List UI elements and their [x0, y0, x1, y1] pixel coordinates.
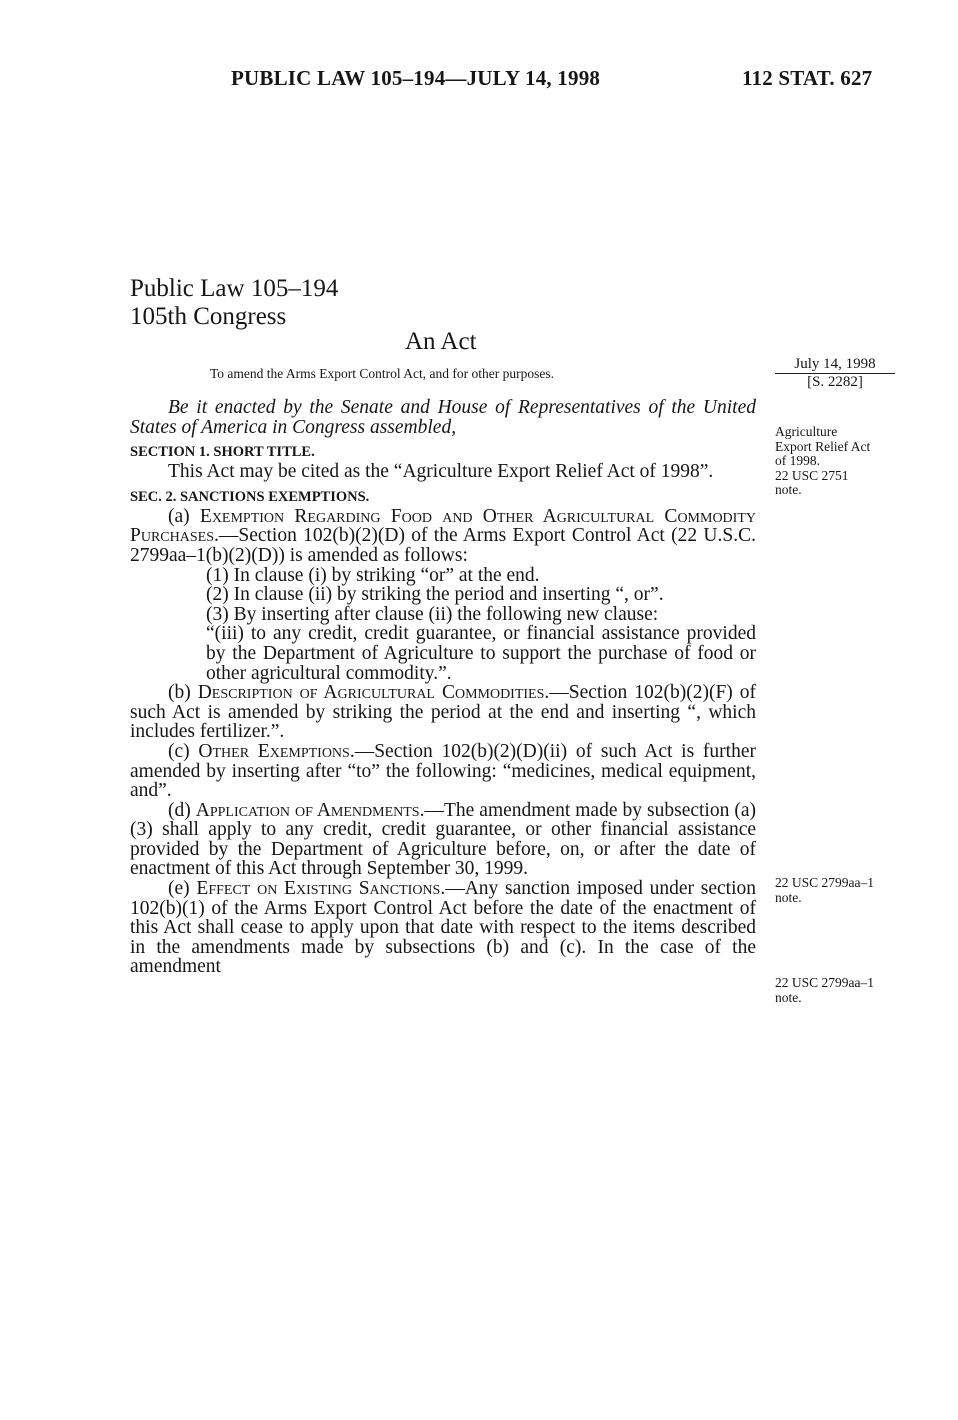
subsection-d-margin-note	[775, 876, 905, 905]
short-title-margin-note	[775, 425, 905, 498]
subsection-c-text: —Section 102(b)(2)(D)(ii) of such Act is further amended by inserting after “to” the following: “medicines, medical equipment, and”.	[130, 740, 756, 802]
margin-note-line: note.	[775, 482, 802, 497]
subsection-e-text: —Any sanction imposed under section 102(b)(1) of the Arms Export Control Act before the date of the enactment of this Act shall cease to apply upon that date with respect to the items described in the amendments made by subsections (b) and (c). In the case of the amendment	[130, 878, 756, 978]
paragraph-a3: (3) By inserting after clause (ii) the following new clause:	[206, 603, 659, 625]
paragraph-a2: (2) In clause (ii) by striking the period and inserting “, or”.	[206, 584, 664, 606]
subsection-b	[130, 683, 756, 742]
running-head-left: PUBLIC LAW 105–194—JULY 14, 1998	[231, 66, 601, 90]
section-1-heading: SECTION 1. SHORT TITLE.	[130, 444, 315, 461]
enactment-date-note	[788, 357, 882, 389]
inserted-clause-iii: “(iii) to any credit, credit guarantee, or financial assistance provided by the Department of Agriculture to support the purchase of food or other agricultural commodity.”.	[206, 623, 756, 684]
subsection-label: (c)	[168, 740, 199, 762]
long-title: To amend the Arms Export Control Act, and for other purposes.	[210, 366, 554, 381]
section-1-text: This Act may be cited as the “Agriculture Export Relief Act of 1998”.	[168, 461, 714, 483]
margin-note-line: 22 USC 2751	[775, 467, 849, 483]
margin-note-line: Agriculture	[775, 424, 838, 439]
enacting-clause: Be it enacted by the Senate and House of Representatives of the United States of America in Congress assembled,	[130, 397, 756, 438]
act-body	[130, 398, 756, 977]
subsection-label: (e)	[168, 878, 197, 900]
act-heading: An Act	[405, 328, 477, 355]
subsection-label: (b)	[168, 682, 198, 704]
subsection-e	[130, 879, 756, 977]
subsection-c-heading: Other Exemptions.	[198, 740, 355, 762]
subsection-a-heading: Exemption Regarding Food and Other Agricultural Commodity Purchases.	[130, 505, 756, 547]
margin-note-line: 22 USC 2799aa–1	[775, 975, 874, 990]
margin-note-line: of 1998.	[775, 453, 820, 468]
paragraph-a1: (1) In clause (i) by striking “or” at the end.	[206, 564, 540, 586]
page-stat-number: 112 STAT. 627	[742, 66, 873, 90]
margin-note-line: note.	[775, 889, 802, 905]
margin-note-line: 22 USC 2799aa–1	[775, 875, 874, 890]
margin-note-line: note.	[775, 989, 802, 1005]
subsection-e-margin-note	[775, 976, 905, 1005]
subsection-e-heading: Effect on Existing Sanctions.	[196, 878, 446, 900]
section-2-heading: SEC. 2. SANCTIONS EXEMPTIONS.	[130, 488, 370, 505]
subsection-a	[130, 507, 756, 566]
subsection-d-heading: Application of Amendments.	[195, 799, 425, 821]
subsection-a-text: —Section 102(b)(2)(D) of the Arms Export Control Act (22 U.S.C. 2799aa–1(b)(2)(D)) is amended as follows:	[130, 525, 756, 566]
congress-number: 105th Congress	[130, 303, 287, 330]
subsection-d-text: —The amendment made by subsection (a)(3) shall apply to any credit, credit guarantee, or other financial assistance provided by the Department of Agriculture before, on, or after the date of enactment of this Act through September 30, 1999.	[130, 799, 756, 880]
margin-note-line: Export Relief Act	[775, 438, 871, 454]
public-law-number: Public Law 105–194	[130, 275, 339, 302]
subsection-b-text: —Section 102(b)(2)(F) of such Act is amended by striking the period at the end and inserting “, which includes fertilizer.”.	[130, 682, 756, 743]
subsection-b-heading: Description of Agricultural Commodities.	[197, 682, 550, 704]
subsection-d	[130, 801, 756, 879]
subsection-label: (d)	[168, 799, 196, 821]
enactment-date: July 14, 1998	[794, 356, 876, 372]
subsection-label: (a)	[168, 505, 200, 527]
subsection-c	[130, 742, 756, 801]
bill-number: [S. 2282]	[807, 373, 863, 390]
